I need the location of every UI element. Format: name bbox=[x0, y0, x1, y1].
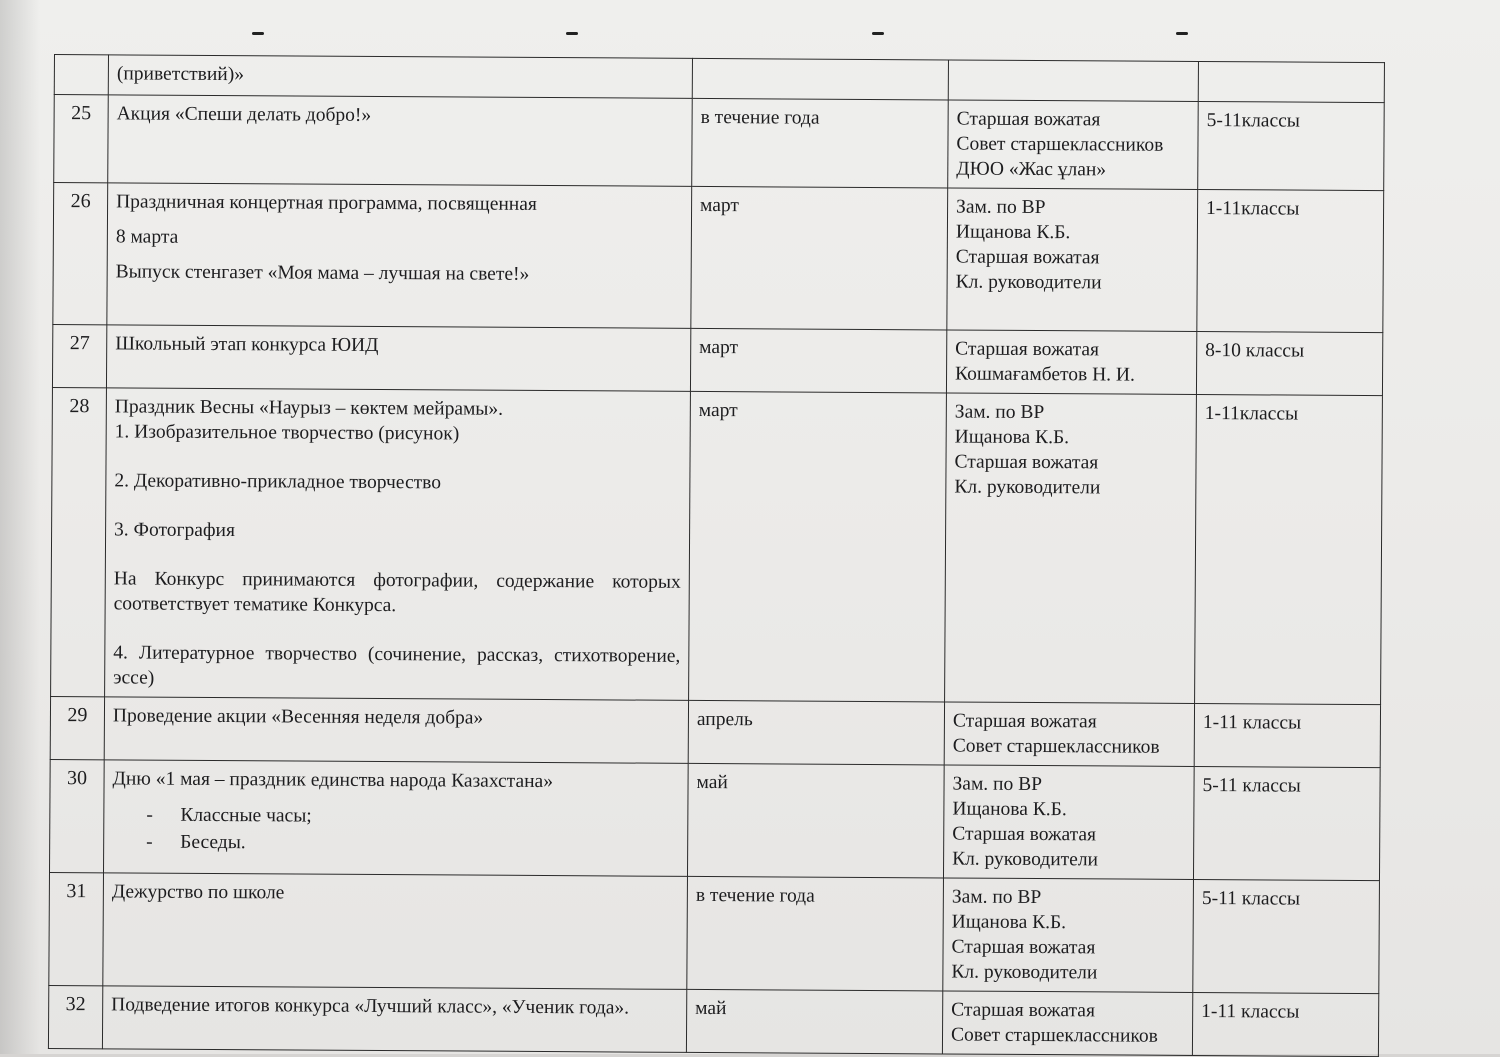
term-cell: май bbox=[687, 763, 944, 878]
event-text: 1. Изобразительное творчество (рисунок) bbox=[114, 421, 460, 445]
participants-cell: 1-11 классы bbox=[1192, 992, 1378, 1056]
responsible-line: Зам. по ВР bbox=[954, 401, 1045, 424]
list-item bbox=[146, 802, 679, 832]
punch-mark bbox=[872, 32, 884, 35]
term-cell: апрель bbox=[688, 700, 944, 765]
responsible-line: Кл. руководители bbox=[954, 476, 1101, 499]
responsible-line: Ищанова К.Б. bbox=[952, 798, 1067, 821]
plan-table-wrapper bbox=[48, 54, 1384, 1057]
events-plan-table bbox=[48, 54, 1385, 1057]
responsible-line: Совет старшеклассников bbox=[956, 133, 1164, 156]
event-cell bbox=[103, 873, 688, 990]
responsible-line: Ищанова К.Б. bbox=[955, 221, 1071, 244]
term-cell: в течение года bbox=[692, 98, 949, 188]
event-text: Школьный этап конкурса ЮИД bbox=[115, 333, 379, 356]
responsible-line: Зам. по ВР bbox=[952, 773, 1043, 796]
term-cell: май bbox=[686, 989, 942, 1054]
bullet-text: Классные часы; bbox=[180, 804, 312, 827]
event-cell bbox=[104, 697, 688, 764]
row-number: 27 bbox=[52, 324, 106, 387]
responsible-line: Старшая вожатая bbox=[955, 338, 1100, 361]
event-cell bbox=[102, 986, 686, 1053]
responsible-cell bbox=[943, 878, 1194, 993]
table-row bbox=[51, 387, 1383, 704]
punch-mark bbox=[252, 32, 264, 35]
table-row bbox=[48, 985, 1378, 1056]
event-cell bbox=[108, 55, 692, 99]
punch-mark bbox=[566, 32, 578, 35]
term-cell: март bbox=[689, 391, 947, 702]
punch-mark bbox=[1176, 32, 1188, 35]
responsible-line: Совет старшеклассников bbox=[950, 1024, 1158, 1047]
responsible-line: Старшая вожатая bbox=[954, 451, 1099, 474]
responsible-line: Старшая вожатая bbox=[952, 823, 1097, 846]
responsible-line: Старшая вожатая bbox=[952, 710, 1097, 733]
table-row bbox=[53, 183, 1384, 333]
responsible-cell bbox=[943, 765, 1194, 880]
event-cell bbox=[107, 183, 692, 329]
responsible-cell bbox=[944, 702, 1194, 767]
bullet-text: Беседы. bbox=[180, 831, 246, 854]
event-cell bbox=[103, 760, 688, 877]
row-number: 26 bbox=[53, 183, 108, 325]
list-item bbox=[146, 829, 679, 859]
responsible-line: Кл. руководители bbox=[952, 848, 1099, 871]
responsible-line: Старшая вожатая bbox=[955, 246, 1100, 269]
event-bullet-list bbox=[112, 801, 679, 858]
responsible-line: ДЮО «Жас ұлан» bbox=[956, 158, 1107, 181]
event-text: Выпуск стенгазет «Моя мама – лучшая на свете!» bbox=[115, 261, 530, 285]
term-cell: в течение года bbox=[687, 876, 944, 991]
table-row bbox=[52, 324, 1382, 395]
page-shadow bbox=[0, 0, 40, 1054]
participants-cell: 1-11классы bbox=[1197, 189, 1384, 332]
dash-bullet: - bbox=[146, 804, 153, 826]
row-number: 28 bbox=[51, 387, 107, 696]
responsible-line: Ищанова К.Б. bbox=[954, 426, 1070, 449]
dash-bullet: - bbox=[146, 831, 153, 853]
participants-cell: 5-11классы bbox=[1198, 101, 1385, 190]
responsible-line: Совет старшеклассников bbox=[952, 735, 1160, 758]
responsible-line: Кл. руководители bbox=[951, 961, 1098, 984]
event-text: Дню «1 мая – праздник единства народа Казахстана» bbox=[112, 768, 554, 793]
event-text: 3. Фотография bbox=[114, 519, 236, 542]
responsible-cell bbox=[948, 100, 1199, 190]
event-text: Проведение акции «Весенняя неделя добра» bbox=[112, 705, 484, 729]
event-text: Дежурство по школе bbox=[111, 881, 285, 904]
event-text: Подведение итогов конкурса «Лучший класс», «Ученик года». bbox=[111, 994, 630, 1019]
responsible-cell bbox=[945, 393, 1197, 704]
responsible-cell bbox=[948, 60, 1198, 102]
table-row bbox=[54, 95, 1385, 191]
responsible-line: Кл. руководители bbox=[955, 271, 1102, 294]
responsible-cell bbox=[942, 991, 1192, 1056]
participants-cell: 1-11классы bbox=[1195, 394, 1383, 704]
event-text: 4. Литературное творчество (сочинение, рассказ, стихотворение, эссе) bbox=[113, 642, 681, 689]
row-number: 29 bbox=[50, 696, 104, 759]
row-number: 25 bbox=[54, 95, 109, 183]
responsible-line: Ищанова К.Б. bbox=[951, 911, 1067, 934]
row-number: 30 bbox=[50, 759, 105, 872]
term-cell: март bbox=[691, 186, 948, 330]
participants-cell bbox=[1198, 61, 1384, 102]
event-text: На Конкурс принимаются фотографии, содержание которых соответствует тематике Конкурса. bbox=[113, 568, 681, 617]
participants-cell: 5-11 классы bbox=[1193, 879, 1380, 993]
row-number: 32 bbox=[48, 985, 102, 1048]
event-cell bbox=[108, 95, 693, 187]
responsible-line: Зам. по ВР bbox=[951, 886, 1042, 909]
event-cell bbox=[106, 325, 690, 392]
event-text: 2. Декоративно-прикладное творчество bbox=[114, 470, 442, 494]
event-text: Праздник Весны «Наурыз – көктем мейрамы». bbox=[114, 396, 504, 420]
term-cell: март bbox=[690, 328, 946, 393]
responsible-cell bbox=[947, 188, 1198, 332]
event-text: Праздничная концертная программа, посвященная bbox=[116, 191, 537, 215]
participants-cell: 8-10 классы bbox=[1196, 331, 1382, 395]
participants-cell: 1-11 классы bbox=[1194, 703, 1380, 767]
term-cell bbox=[692, 58, 948, 100]
row-number bbox=[54, 55, 108, 95]
responsible-cell bbox=[946, 330, 1196, 395]
responsible-line: Старшая вожатая bbox=[951, 936, 1096, 959]
row-number: 31 bbox=[49, 872, 104, 985]
responsible-line: Кошмағамбетов Н. И. bbox=[954, 363, 1135, 386]
responsible-line: Старшая вожатая bbox=[956, 108, 1101, 131]
table-row bbox=[50, 759, 1381, 880]
responsible-line: Старшая вожатая bbox=[951, 999, 1096, 1022]
table-row bbox=[50, 696, 1380, 767]
event-cell bbox=[105, 388, 691, 701]
event-text: 8 марта bbox=[115, 226, 179, 248]
participants-cell: 5-11 классы bbox=[1193, 766, 1380, 880]
event-text: Акция «Спеши делать добро!» bbox=[116, 103, 372, 126]
event-text: (приветствий)» bbox=[116, 63, 245, 86]
table-row bbox=[49, 872, 1380, 993]
responsible-line: Зам. по ВР bbox=[956, 196, 1046, 219]
